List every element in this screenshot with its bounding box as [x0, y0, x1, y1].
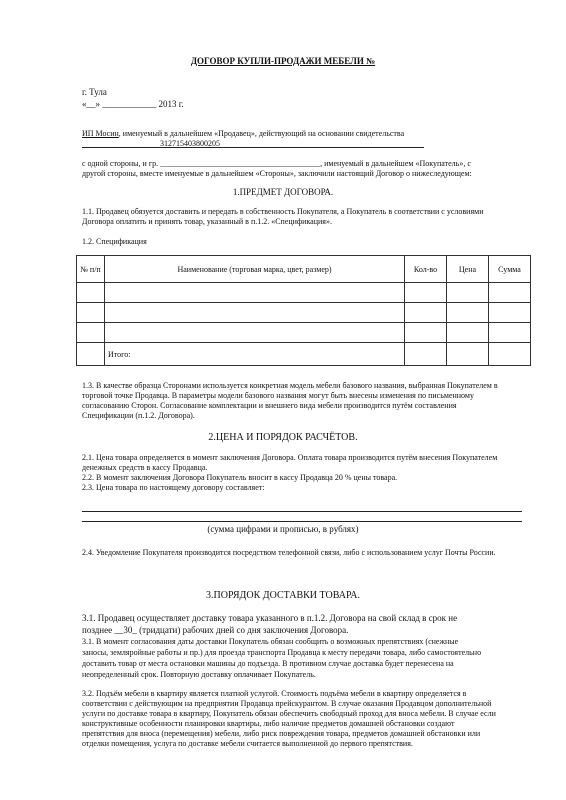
document-title: ДОГОВОР КУПЛИ-ПРОДАЖИ МЕБЕЛИ №: [190, 56, 376, 66]
total-label: Итого:: [105, 343, 405, 366]
clause-1-1-line-1: 1.1. Продавец обязуется доставить и передать в собственность Покупателя, а Покупатель в соответствии с условиями: [82, 207, 484, 216]
clause-3-1-line-5: доставить товар от места остановки машины до подъезда. В противном случае доставка будет перенесена на: [82, 659, 454, 668]
header-name: Наименование (торговая марка, цвет, размер): [105, 256, 405, 283]
seller-name: ИП Мосин: [82, 129, 119, 138]
table-total-row: [77, 343, 531, 366]
clause-3-2-line-5: препятствия для вноса (перемещения) мебели, либо риск повреждения товара, предметов домашней обстановки или: [82, 729, 481, 738]
header-quantity: Кол-во: [405, 256, 447, 283]
certificate-number: 312715403800205: [160, 139, 220, 148]
specification-table: [76, 255, 531, 366]
clause-3-1-line-4: заносы, земляройные работы и пр.) для проезда транспорта Продавца к месту передачи товара, либо самостоятельно: [82, 648, 482, 657]
clause-3-1-line-6: неопределенный срок. Повторную доставку оплачивает Покупатель.: [82, 670, 316, 679]
section3-heading: 3.ПОРЯДОК ДОСТАВКИ ТОВАРА.: [206, 590, 360, 601]
header-number: № п/п: [77, 256, 105, 283]
header-sum: Сумма: [489, 256, 531, 283]
certificate-underline: [82, 147, 424, 148]
clause-1-3-line-1: 1.3. В качестве образца Сторонами используется конкретная модель мебели базового названия, выбранная Покупателем в: [82, 381, 498, 390]
clause-2-1-line-2: денежных средств в кассу Продавца.: [82, 463, 208, 472]
clause-2-1-line-1: 2.1. Цена товара определяется в момент заключения Договора. Оплата товара производится путём внесения Покупателем: [82, 453, 498, 462]
clause-3-1-line-1: 3.1. Продавец осуществляет доставку товара указанного в п.1.2. Договора на свой склад в срок не: [82, 613, 458, 623]
clause-3-2-line-2: соответствии с действующим на предприятии Продавца прейскурантом. В случае оказания Продавцом дополнительной: [82, 699, 492, 708]
clause-3-1-line-3: 3.1. В момент согласования даты доставки Покупатель обязан сообщить о возможных препятствиях (снежные: [82, 637, 459, 646]
section2-heading: 2.ЦЕНА И ПОРЯДОК РАСЧЁТОВ.: [208, 432, 358, 443]
city: г. Тула: [82, 87, 107, 97]
section1-heading: 1.ПРЕДМЕТ ДОГОВОРА.: [232, 187, 334, 197]
preamble-line-1: с одной стороны, и гр. ________________________________________, именуемый в дальнейшем «Покупатель», с: [82, 159, 471, 168]
clause-3-1-line-2: позднее __30_ (тридцати) рабочих дней со дня заключения Договора.: [82, 625, 349, 635]
preamble-line-2: другой стороны, вместе именуемые в дальнейшем «Стороны», заключили настоящий Договор о нижеследующем:: [82, 169, 472, 178]
clause-3-2-line-3: услуги по доставке товара в квартиру, Покупатель обязан обеспечить свободный проход для вноса мебели. В случае если: [82, 709, 496, 718]
clause-1-2: 1.2. Спецификация: [82, 237, 147, 246]
sum-blank-line-2: [82, 521, 522, 522]
table-row: [77, 303, 531, 323]
clause-1-3-line-3: согласованию Сторон. Согласование комплектации и внешнего вида мебели производится путём составления: [82, 401, 457, 410]
clause-2-4: 2.4. Уведомление Покупателя производится посредством телефонной связи, либо с использованием услуг Почты России.: [82, 548, 496, 557]
date-line: «__» ____________ 2013 г.: [82, 99, 184, 109]
sum-blank-line-1: [82, 511, 522, 512]
clause-1-3-line-2: торговой точке Продавца. В параметры модели базового названия могут быть внесены изменения по письменному: [82, 391, 474, 400]
table-row: [77, 283, 531, 303]
clause-3-2-line-4: конструктивные особенности планировки квартиры, либо наличие предметов домашней обстановки создают: [82, 719, 455, 728]
table-header-row: [77, 256, 531, 283]
clause-1-1-line-2: Договора оплатить и принять товар, указанный в п.1.2. «Спецификация».: [82, 217, 332, 226]
clause-3-2-line-1: 3.2. Подъём мебели в квартиру является платной услугой. Стоимость подъёма мебели в квартиру определяется в: [82, 689, 467, 698]
sum-caption: (сумма цифрами и прописью, в рублях): [207, 524, 359, 534]
clause-3-2-line-6: отделки помещения, услуга по доставке мебели считается выполненной до первого препятствия.: [82, 739, 413, 748]
clause-1-3-line-4: Спецификации (п.1.2. Договора).: [82, 411, 195, 420]
seller-text: , именуемый в дальнейшем «Продавец», действующий на основании свидетельства: [118, 129, 405, 138]
clause-2-3: 2.3. Цена товара по настоящему договору составляет:: [82, 483, 265, 492]
header-price: Цена: [447, 256, 489, 283]
preamble-seller-line: [82, 129, 404, 139]
clause-2-2: 2.2. В момент заключения Договора Покупатель вносит в кассу Продавца 20 % цены товара.: [82, 473, 398, 482]
table-row: [77, 323, 531, 343]
